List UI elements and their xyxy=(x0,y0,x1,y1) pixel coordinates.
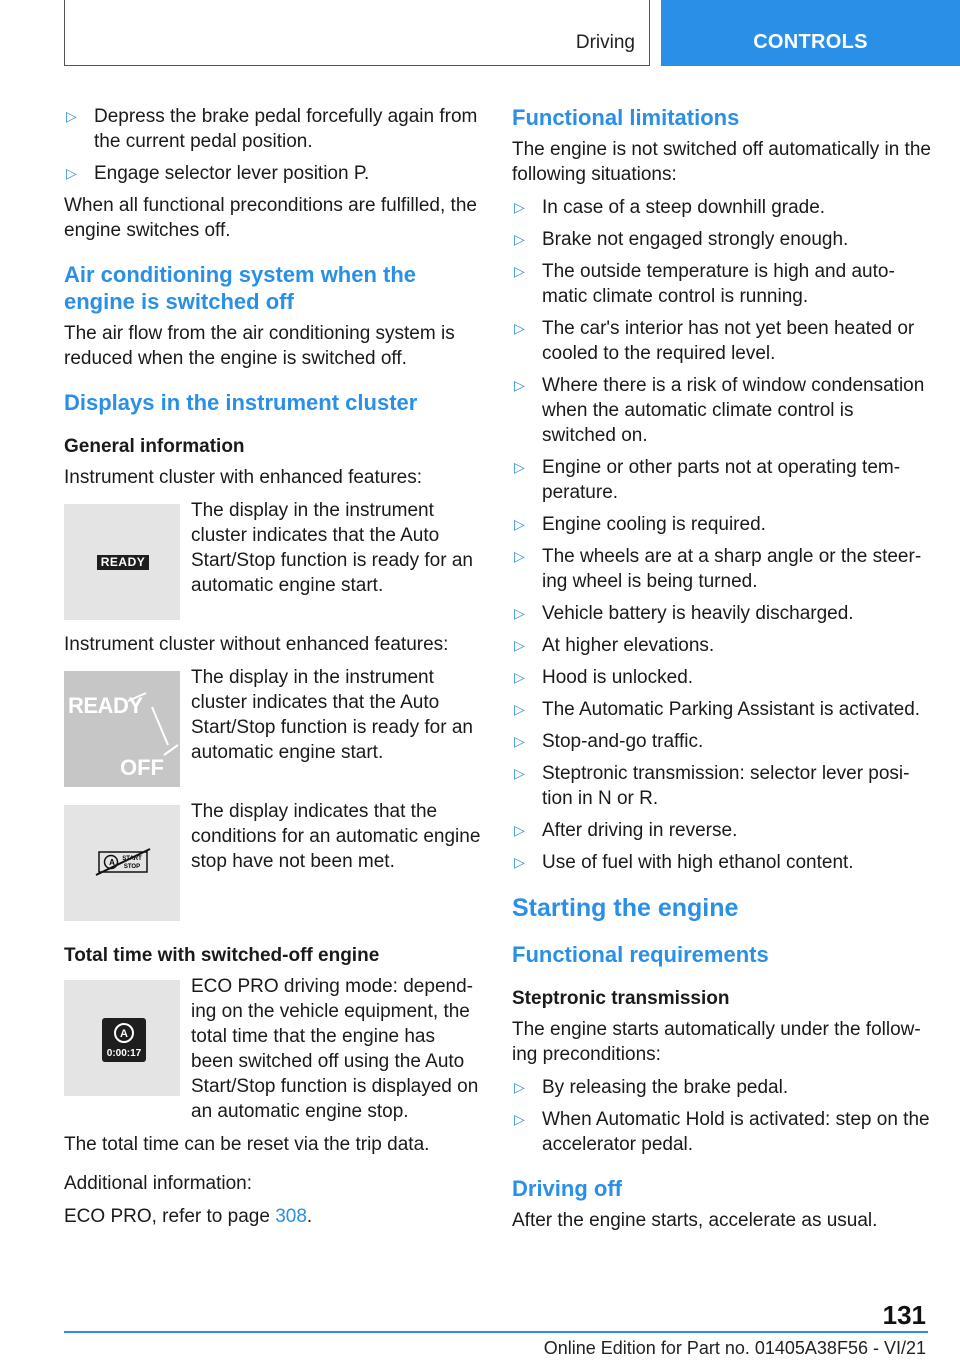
list-item: ▷ Stop-and-go traffic. xyxy=(514,731,704,752)
figure-row-eco-pro xyxy=(64,974,482,1124)
heading-driving-off: Driving off xyxy=(512,1176,622,1201)
list-item: ▷ In case of a steep downhill grade. xyxy=(514,197,826,218)
footer-edition: Online Edition for Part no. 01405A38F56 - VI/21 xyxy=(543,1338,926,1358)
bullet-triangle-icon: ▷ xyxy=(514,231,525,247)
figure-row-stop-not-met xyxy=(64,799,482,925)
list-item: ▷ Engage selector lever position P. xyxy=(66,163,370,184)
bullet-triangle-icon: ▷ xyxy=(514,320,525,336)
page-link[interactable]: 308 xyxy=(275,1206,307,1227)
bullet-triangle-icon: ▷ xyxy=(514,637,525,653)
heading-general-info: General information xyxy=(64,436,245,457)
list-item: ▷ Depress the brake pedal forcefully again from the current pedal position. xyxy=(66,106,478,152)
bullet-triangle-icon: ▷ xyxy=(514,377,525,393)
bullet-triangle-icon: ▷ xyxy=(514,459,525,475)
bullet-triangle-icon: ▷ xyxy=(514,822,525,838)
bullet-triangle-icon: ▷ xyxy=(514,605,525,621)
left-column xyxy=(64,104,482,1237)
list-item: ▷ Where there is a risk of window condensation when the automatic climate control is switched on. xyxy=(514,375,925,446)
figure-caption: ECO PRO driving mode: depending on the vehicle equipment, the total time that the engine has been switched off using the Auto Start/Stop function is displayed on an automatic engine stop. xyxy=(191,976,479,1122)
list-item: ▷ Brake not engaged strongly enough. xyxy=(514,229,849,250)
start-stop-crossed-image xyxy=(64,805,180,921)
bullet-triangle-icon: ▷ xyxy=(514,701,525,717)
header-section-title: Driving xyxy=(575,32,635,53)
eco-timer-value: 0:00:17 xyxy=(106,1048,142,1059)
heading-total-time: Total time with switched-off engine xyxy=(64,945,380,966)
gauge-off-label: OFF xyxy=(120,755,164,780)
list-item: ▷ The wheels are at a sharp angle or the steering wheel is being turned. xyxy=(514,546,922,592)
paragraph-aircon: The air flow from the air conditioning system is reduced when the engine is switched off. xyxy=(64,323,455,369)
bullet-triangle-icon: ▷ xyxy=(514,1079,525,1095)
ready-gauge-image xyxy=(64,671,180,787)
header-frame xyxy=(64,0,650,66)
list-item: ▷ The car's interior has not yet been heated or cooled to the required level. xyxy=(514,318,915,364)
list-item: ▷ The outside temperature is high and automatic climate control is running. xyxy=(514,261,895,307)
right-column xyxy=(512,104,932,1241)
bullet-triangle-icon: ▷ xyxy=(514,1111,525,1127)
footer-divider xyxy=(64,1331,928,1333)
list-item: ▷ Vehicle battery is heavily discharged. xyxy=(514,603,854,624)
svg-text:START: START xyxy=(122,856,142,862)
figure-caption: The display in the instrument cluster indicates that the Auto Start/Stop function is ready for an automatic engine start. xyxy=(191,667,473,763)
eco-pro-reference: ECO PRO, refer to page 308. xyxy=(64,1206,313,1227)
heading-displays: Displays in the instrument cluster xyxy=(64,390,418,415)
heading-starting-engine: Starting the engine xyxy=(512,894,739,922)
figure-row-ready-gauge xyxy=(64,665,482,791)
bullet-triangle-icon: ▷ xyxy=(514,765,525,781)
list-item: ▷ Hood is unlocked. xyxy=(514,667,694,688)
list-item: ▷ By releasing the brake pedal. xyxy=(514,1077,789,1098)
bullet-triangle-icon: ▷ xyxy=(514,263,525,279)
svg-text:A: A xyxy=(120,1028,128,1040)
auto-start-stop-icon xyxy=(64,980,180,1096)
bullet-triangle-icon: ▷ xyxy=(66,165,77,181)
figure-caption: The display in the instrument cluster indicates that the Auto Start/Stop function is ready for an automatic engine start. xyxy=(191,500,473,596)
list-item: ▷ Steptronic transmission: selector lever position in N or R. xyxy=(514,763,910,809)
page-number: 131 xyxy=(882,1300,926,1330)
bullet-triangle-icon: ▷ xyxy=(514,548,525,564)
paragraph-enhanced: Instrument cluster with enhanced features: xyxy=(64,467,423,488)
bullet-triangle-icon: ▷ xyxy=(514,516,525,532)
heading-functional-requirements: Functional requirements xyxy=(512,942,769,967)
list-item: ▷ When Automatic Hold is activated: step on the accelerator pedal. xyxy=(514,1109,930,1155)
paragraph-without: Instrument cluster without enhanced features: xyxy=(64,634,449,655)
list-item: ▷ Engine cooling is required. xyxy=(514,514,766,535)
gauge-ready-label: READY xyxy=(68,693,143,718)
list-item: ▷ After driving in reverse. xyxy=(514,820,738,841)
bullet-triangle-icon: ▷ xyxy=(514,854,525,870)
paragraph-additional: Additional information: xyxy=(64,1173,252,1194)
figure-caption: The display indicates that the conditions for an automatic engine stop have not been met. xyxy=(191,801,481,872)
paragraph-steptronic: The engine starts automatically under the following preconditions: xyxy=(512,1019,921,1065)
bullet-triangle-icon: ▷ xyxy=(514,669,525,685)
eco-pro-timer-image xyxy=(64,980,180,1096)
bullet-triangle-icon: ▷ xyxy=(514,733,525,749)
ready-display-image xyxy=(64,504,180,620)
bullet-triangle-icon: ▷ xyxy=(66,108,77,124)
bullet-triangle-icon: ▷ xyxy=(514,199,525,215)
heading-aircon: Air conditioning system when the engine is switched off xyxy=(64,262,417,314)
heading-functional-limitations: Functional limitations xyxy=(512,105,740,130)
header-chapter-label: CONTROLS xyxy=(753,31,868,53)
paragraph-driving-off: After the engine starts, accelerate as usual. xyxy=(512,1210,878,1231)
figure-row-ready-enhanced xyxy=(64,498,482,624)
heading-steptronic: Steptronic transmission xyxy=(512,988,730,1009)
paragraph-limitations: The engine is not switched off automatically in the following situations: xyxy=(512,139,931,185)
header-chapter-tab xyxy=(661,0,960,66)
list-item: ▷ Use of fuel with high ethanol content. xyxy=(514,852,854,873)
ready-badge: READY xyxy=(97,555,149,570)
list-item: ▷ Engine or other parts not at operating temperature. xyxy=(514,457,901,503)
paragraph-fulfilled: When all functional preconditions are fulfilled, the engine switches off. xyxy=(64,195,477,241)
svg-text:A: A xyxy=(109,858,115,867)
list-item: ▷ At higher elevations. xyxy=(514,635,715,656)
auto-start-stop-crossed-icon xyxy=(64,805,180,921)
list-item: ▷ The Automatic Parking Assistant is activated. xyxy=(514,699,921,720)
paragraph-reset: The total time can be reset via the trip data. xyxy=(64,1134,430,1155)
svg-text:STOP: STOP xyxy=(123,864,141,870)
